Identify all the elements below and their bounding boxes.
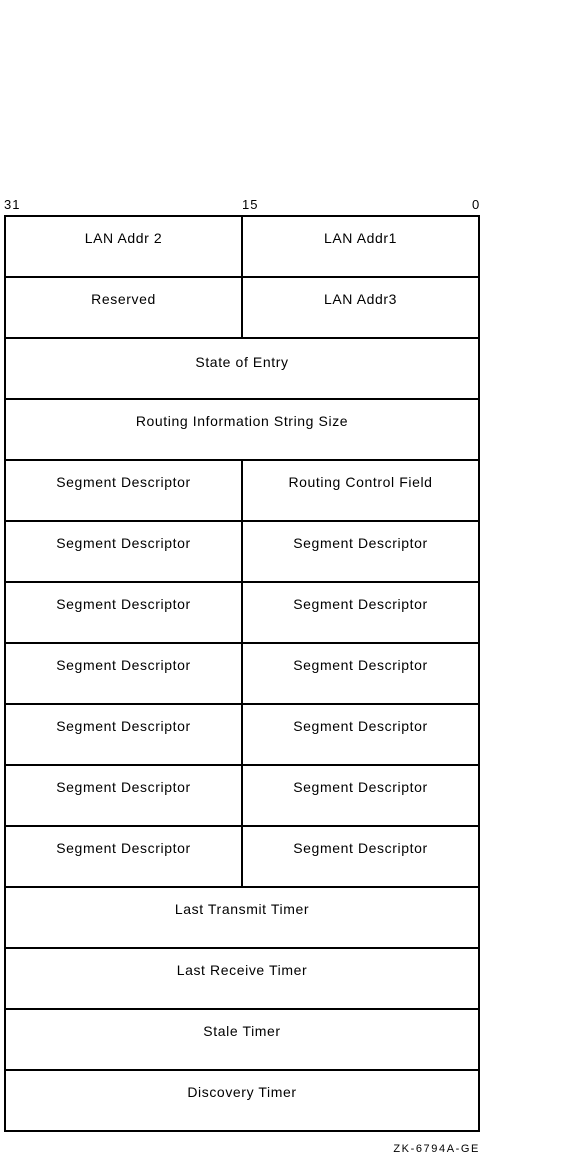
field-reserved: Reserved: [6, 278, 243, 337]
layout-row: [6, 461, 480, 522]
layout-row: [6, 1010, 480, 1071]
layout-row: [6, 400, 480, 461]
field-segment-descriptor: Segment Descriptor: [243, 644, 480, 703]
layout-row: [6, 1071, 480, 1132]
field-segment-descriptor: Segment Descriptor: [243, 583, 480, 642]
field-segment-descriptor: Segment Descriptor: [243, 522, 480, 581]
layout-row: [6, 339, 480, 400]
field-segment-descriptor: Segment Descriptor: [243, 705, 480, 764]
field-segment-descriptor: Segment Descriptor: [6, 705, 243, 764]
field-routing-control-field: Routing Control Field: [243, 461, 480, 520]
layout-row: [6, 949, 480, 1010]
field-discovery-timer: Discovery Timer: [6, 1071, 480, 1130]
field-segment-descriptor: Segment Descriptor: [6, 766, 243, 825]
layout-row: [6, 278, 480, 339]
layout-row: [6, 583, 480, 644]
bit-position-15: 15: [242, 197, 259, 212]
field-segment-descriptor: Segment Descriptor: [6, 827, 243, 886]
register-layout-diagram: [4, 215, 480, 1132]
field-segment-descriptor: Segment Descriptor: [6, 583, 243, 642]
field-lan-addr-2: LAN Addr 2: [6, 217, 243, 276]
field-routing-information-string-size: Routing Information String Size: [6, 400, 480, 459]
field-segment-descriptor: Segment Descriptor: [6, 461, 243, 520]
layout-row: [6, 522, 480, 583]
figure-identifier: ZK-6794A-GE: [393, 1143, 480, 1155]
layout-row: [6, 644, 480, 705]
bit-position-31: 31: [4, 197, 21, 212]
layout-row: [6, 827, 480, 888]
field-segment-descriptor: Segment Descriptor: [243, 766, 480, 825]
field-segment-descriptor: Segment Descriptor: [6, 644, 243, 703]
field-lan-addr-3: LAN Addr3: [243, 278, 480, 337]
layout-row: [6, 888, 480, 949]
field-lan-addr-1: LAN Addr1: [243, 217, 480, 276]
field-last-transmit-timer: Last Transmit Timer: [6, 888, 480, 947]
field-segment-descriptor: Segment Descriptor: [243, 827, 480, 886]
field-stale-timer: Stale Timer: [6, 1010, 480, 1069]
field-last-receive-timer: Last Receive Timer: [6, 949, 480, 1008]
layout-row: [6, 217, 480, 278]
bit-position-0: 0: [472, 197, 481, 212]
field-state-of-entry: State of Entry: [6, 339, 480, 398]
field-segment-descriptor: Segment Descriptor: [6, 522, 243, 581]
layout-row: [6, 705, 480, 766]
layout-row: [6, 766, 480, 827]
